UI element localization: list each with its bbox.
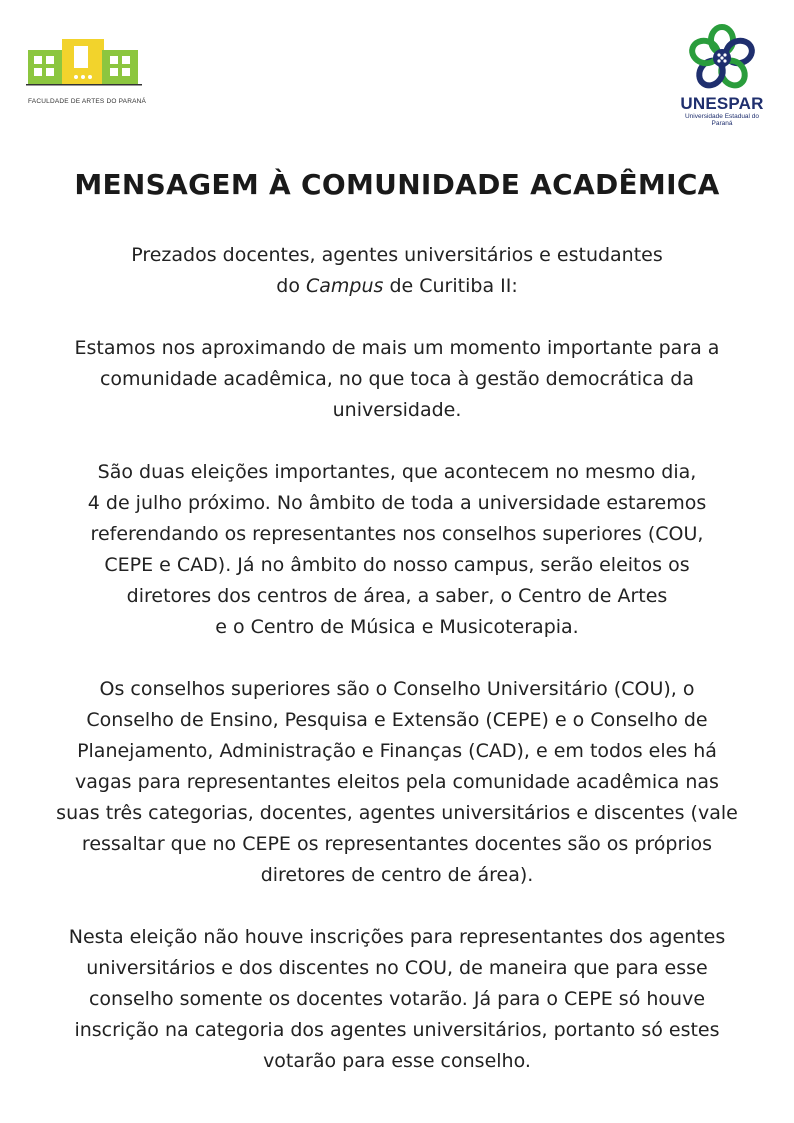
paragraph-line: Os conselhos superiores são o Conselho Universitário (COU), o	[99, 678, 695, 700]
paragraph-line: CEPE e CAD). Já no âmbito do nosso campus, serão eleitos os	[104, 554, 690, 576]
greeting-line-2-post: de Curitiba II:	[383, 275, 518, 297]
paragraph-line: referendando os representantes nos conselhos superiores (COU,	[90, 523, 704, 545]
paragraph-line: Planejamento, Administração e Finanças (CAD), e em todos eles há	[77, 740, 717, 762]
paragraph-line: diretores dos centros de área, a saber, o Centro de Artes	[126, 585, 668, 607]
unespar-wordmark: UNESPAR	[680, 94, 764, 113]
paragraph-line: comunidade acadêmica, no que toca à gestão democrática da	[99, 368, 695, 390]
paragraph-1	[30, 333, 764, 426]
greeting-campus-italic: Campus	[306, 275, 384, 297]
paragraph-line: e o Centro de Música e Musicoterapia.	[215, 616, 579, 638]
paragraph-line: inscrição na categoria dos agentes universitários, portanto só estes	[74, 1019, 720, 1041]
unespar-subtitle: Universidade Estadual do Paraná	[684, 113, 760, 127]
paragraph-4	[30, 922, 764, 1077]
fap-logo-caption: FACULDADE DE ARTES DO PARANÁ	[28, 98, 147, 105]
paragraph-line: Estamos nos aproximando de mais um momento importante para a	[74, 337, 720, 359]
paragraph-3	[30, 674, 764, 891]
paragraph-line: 4 de julho próximo. No âmbito de toda a universidade estaremos	[87, 492, 707, 514]
paragraph-line: São duas eleições importantes, que acontecem no mesmo dia,	[97, 461, 697, 483]
page-title: MENSAGEM À COMUNIDADE ACADÊMICA	[74, 168, 720, 201]
message-body	[30, 240, 764, 1077]
paragraph-line: ressaltar que no CEPE os representantes docentes são os próprios	[81, 833, 713, 855]
paragraph-line: universitários e dos discentes no COU, de maneira que para esse	[86, 957, 708, 979]
paragraph-line: vagas para representantes eleitos pela comunidade acadêmica nas	[75, 771, 719, 793]
paragraph-line: universidade.	[332, 399, 462, 421]
greeting-line-2-pre: do	[276, 275, 306, 297]
paragraph-2	[30, 457, 764, 643]
greeting	[30, 240, 764, 302]
paragraph-line: Nesta eleição não houve inscrições para representantes dos agentes	[68, 926, 726, 948]
paragraph-line: votarão para esse conselho.	[263, 1050, 531, 1072]
greeting-line-1: Prezados docentes, agentes universitários e estudantes	[131, 244, 663, 266]
paragraph-line: conselho somente os docentes votarão. Já para o CEPE só houve	[88, 988, 706, 1010]
paragraph-line: diretores de centro de área).	[260, 864, 534, 886]
paragraph-line: suas três categorias, docentes, agentes universitários e discentes (vale	[56, 802, 738, 824]
paragraph-line: Conselho de Ensino, Pesquisa e Extensão (CEPE) e o Conselho de	[86, 709, 708, 731]
